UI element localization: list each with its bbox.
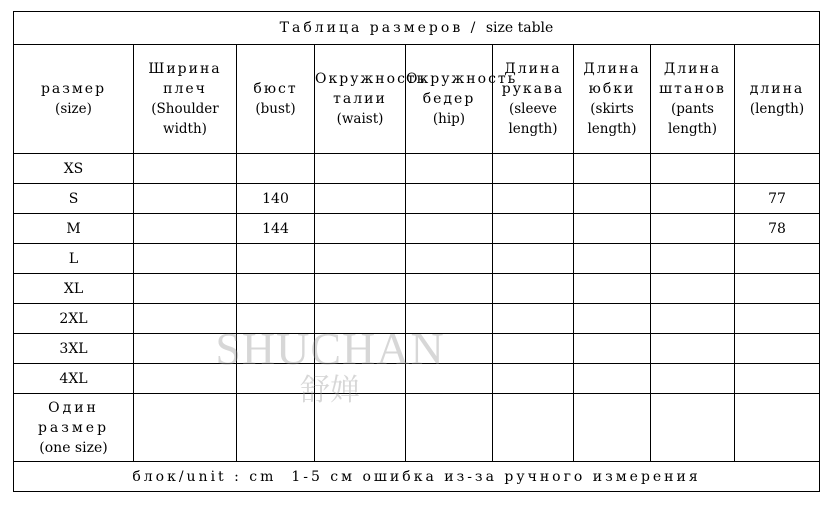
one-size-row (14, 394, 820, 462)
table-cell (237, 394, 315, 462)
watermark-chinese: 舒婵 (300, 373, 360, 408)
table-cell (651, 214, 735, 244)
column-header: Окружность талии (waist) (315, 45, 406, 154)
column-header: бюст (bust) (237, 45, 315, 154)
table-cell (493, 334, 574, 364)
table-cell (493, 394, 574, 462)
size-label: XS (14, 154, 134, 184)
table-cell (134, 304, 237, 334)
table-cell (493, 184, 574, 214)
table-row (14, 214, 820, 244)
table-cell (406, 304, 493, 334)
table-cell (134, 154, 237, 184)
table-row (14, 334, 820, 364)
table-cell (406, 364, 493, 394)
table-cell (735, 274, 820, 304)
size-label: 2XL (14, 304, 134, 334)
table-cell (237, 244, 315, 274)
table-title-row (14, 12, 820, 45)
table-cell (651, 274, 735, 304)
table-cell (651, 184, 735, 214)
table-row (14, 244, 820, 274)
table-cell (574, 334, 651, 364)
table-cell (315, 154, 406, 184)
table-cell (574, 274, 651, 304)
table-row (14, 154, 820, 184)
size-label: 4XL (14, 364, 134, 394)
table-cell (406, 274, 493, 304)
size-rows (14, 154, 820, 394)
table-cell (651, 304, 735, 334)
table-cell (493, 214, 574, 244)
table-cell (315, 184, 406, 214)
table-cell (315, 394, 406, 462)
table-title-en: size table (485, 20, 554, 36)
table-cell (574, 184, 651, 214)
column-header: Длина юбки (skirts length) (574, 45, 651, 154)
table-cell (237, 364, 315, 394)
size-label: XL (14, 274, 134, 304)
column-header: Окружность бедер (hip) (406, 45, 493, 154)
table-cell (237, 274, 315, 304)
table-cell (134, 394, 237, 462)
table-cell (134, 274, 237, 304)
table-cell (735, 334, 820, 364)
table-row (14, 274, 820, 304)
table-cell: 78 (735, 214, 820, 244)
column-header: Длина штанов (pants length) (651, 45, 735, 154)
table-cell (735, 154, 820, 184)
table-cell (406, 334, 493, 364)
table-cell (315, 334, 406, 364)
table-cell (735, 304, 820, 334)
size-label: S (14, 184, 134, 214)
table-cell (134, 184, 237, 214)
table-title: Таблица размеров / size table (14, 12, 820, 45)
watermark-text: SHUCHAN (215, 323, 445, 374)
footer-row (14, 462, 820, 492)
table-cell (735, 394, 820, 462)
table-cell: 140 (237, 184, 315, 214)
size-label: 3XL (14, 334, 134, 364)
error-note: 1-5 см ошибка из-за ручного измерения (291, 468, 701, 485)
table-cell (406, 184, 493, 214)
table-cell (574, 304, 651, 334)
size-label: L (14, 244, 134, 274)
table-cell (315, 364, 406, 394)
table-cell (651, 244, 735, 274)
table-cell (406, 214, 493, 244)
column-header: Ширина плеч (Shoulder width) (134, 45, 237, 154)
table-cell (651, 394, 735, 462)
one-size-label: Один размер (one size) (14, 394, 134, 462)
table-row (14, 304, 820, 334)
column-header: размер (size) (14, 45, 134, 154)
table-cell: 144 (237, 214, 315, 244)
table-cell (574, 394, 651, 462)
table-cell (134, 334, 237, 364)
table-cell (735, 364, 820, 394)
table-cell (134, 364, 237, 394)
table-cell (574, 244, 651, 274)
table-cell (315, 274, 406, 304)
table-row (14, 364, 820, 394)
table-cell (651, 364, 735, 394)
footer-note (14, 462, 820, 492)
column-header: Длина рукава (sleeve length) (493, 45, 574, 154)
table-cell (493, 154, 574, 184)
table-cell (237, 304, 315, 334)
size-label: M (14, 214, 134, 244)
size-table (13, 11, 820, 492)
header-row (14, 45, 820, 154)
table-cell (134, 244, 237, 274)
table-cell (406, 394, 493, 462)
table-cell (237, 334, 315, 364)
table-cell (735, 244, 820, 274)
column-header: длина (length) (735, 45, 820, 154)
table-cell (315, 304, 406, 334)
table-cell (315, 244, 406, 274)
table-cell (493, 274, 574, 304)
table-cell (574, 154, 651, 184)
table-cell (406, 244, 493, 274)
table-row (14, 184, 820, 214)
unit-label: блок/unit : cm (132, 468, 277, 485)
size-table-container (13, 11, 819, 504)
table-cell (493, 304, 574, 334)
table-cell (651, 154, 735, 184)
table-cell (315, 214, 406, 244)
table-cell (574, 214, 651, 244)
table-cell (651, 334, 735, 364)
table-cell (406, 154, 493, 184)
table-title-ru: Таблица размеров (279, 20, 464, 36)
table-cell (237, 154, 315, 184)
table-cell (134, 214, 237, 244)
table-cell (493, 364, 574, 394)
table-cell (574, 364, 651, 394)
table-cell: 77 (735, 184, 820, 214)
table-cell (493, 244, 574, 274)
